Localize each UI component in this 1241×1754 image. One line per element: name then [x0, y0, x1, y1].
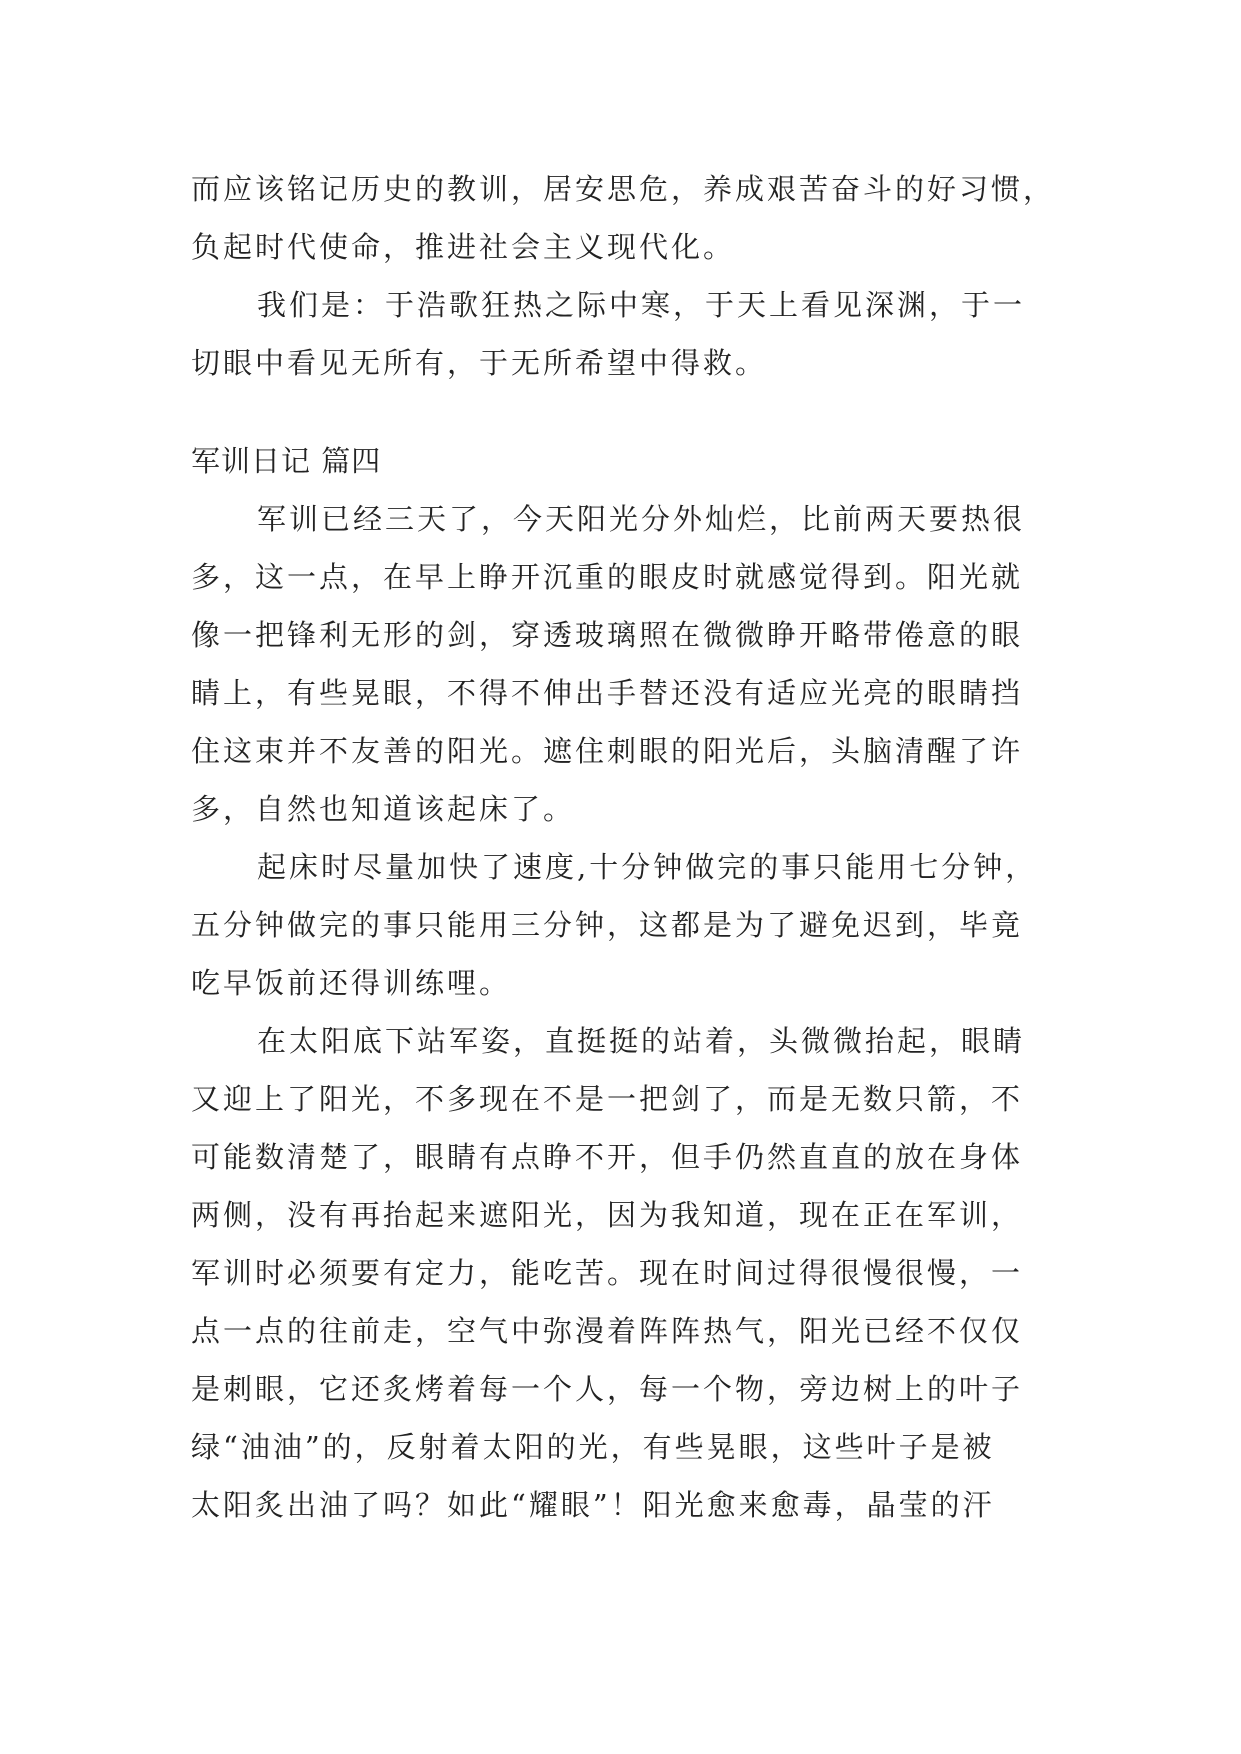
paragraph	[191, 160, 1061, 276]
text-line: 像一把锋利无形的剑，穿透玻璃照在微微睁开略带倦意的眼	[191, 618, 1024, 652]
text-line: 我们是：于浩歌狂热之际中寒，于天上看见深渊，于一	[257, 288, 1026, 322]
text-line: 多，自然也知道该起床了。	[191, 792, 576, 826]
text-line: 吃早饭前还得训练哩。	[191, 966, 512, 1000]
section-heading: 军训日记 篇四	[191, 444, 382, 478]
paragraph	[191, 276, 1061, 392]
text-line: 又迎上了阳光，不多现在不是一把剑了，而是无数只箭，不	[191, 1082, 1024, 1116]
text-line: 多，这一点，在早上睁开沉重的眼皮时就感觉得到。阳光就	[191, 560, 1024, 594]
text-line: 起床时尽量加快了速度,十分钟做完的事只能用七分钟，	[257, 850, 1038, 884]
text-line: 军训已经三天了，今天阳光分外灿烂，比前两天要热很	[257, 502, 1026, 536]
paragraph	[191, 838, 1061, 1012]
text-line: 五分钟做完的事只能用三分钟，这都是为了避免迟到，毕竟	[191, 908, 1024, 942]
text-line: 点一点的往前走，空气中弥漫着阵阵热气，阳光已经不仅仅	[191, 1314, 1024, 1348]
text-line: 而应该铭记历史的教训，居安思危，养成艰苦奋斗的好习惯，	[191, 172, 1056, 206]
text-line: 绿“油油”的，反射着太阳的光，有些晃眼，这些叶子是被	[191, 1430, 995, 1464]
text-line: 睛上，有些晃眼，不得不伸出手替还没有适应光亮的眼睛挡	[191, 676, 1024, 710]
section-spacer	[191, 392, 1061, 432]
text-line: 负起时代使命，推进社会主义现代化。	[191, 230, 736, 264]
document-body	[191, 160, 1061, 1534]
text-line: 可能数清楚了，眼睛有点睁不开，但手仍然直直的放在身体	[191, 1140, 1024, 1174]
text-line: 是刺眼，它还炙烤着每一个人，每一个物，旁边树上的叶子	[191, 1372, 1024, 1406]
text-line: 切眼中看见无所有，于无所希望中得救。	[191, 346, 768, 380]
paragraph	[191, 1012, 1061, 1534]
text-line: 在太阳底下站军姿，直挺挺的站着，头微微抬起，眼睛	[257, 1024, 1026, 1058]
text-line: 太阳炙出油了吗？如此“耀眼”！阳光愈来愈毒，晶莹的汗	[191, 1488, 995, 1522]
text-line: 住这束并不友善的阳光。遮住刺眼的阳光后，头脑清醒了许	[191, 734, 1024, 768]
text-line: 两侧，没有再抬起来遮阳光，因为我知道，现在正在军训，	[191, 1198, 1024, 1232]
text-line: 军训时必须要有定力，能吃苦。现在时间过得很慢很慢，一	[191, 1256, 1024, 1290]
paragraph	[191, 490, 1061, 838]
